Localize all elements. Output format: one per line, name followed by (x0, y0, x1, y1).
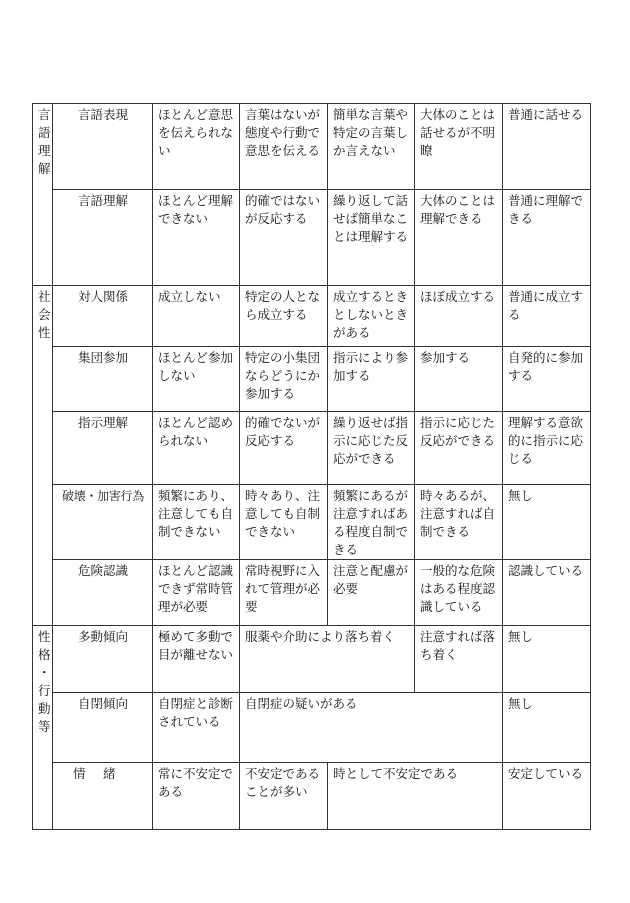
level-1-cell: ほとんど認識できず常時管理が必要 (153, 560, 240, 626)
level-3-cell: 簡単な言葉や特定の言葉しか言えない (328, 104, 415, 190)
category-personality-behavior: 性 格 ・ 行 動 等 (33, 626, 53, 830)
level-2-cell: 特定の人となら成立する (240, 286, 328, 347)
level-3-cell: 指示により参加する (328, 347, 415, 412)
table-row-interpersonal (33, 286, 591, 347)
level-2-4-cell: 自閉症の疑いがある (240, 693, 503, 763)
level-1-cell: 頻繁にあり、注意しても自制できない (153, 485, 240, 560)
level-3-cell: 成立するときとしないときがある (328, 286, 415, 347)
item-label: 言語表現 (53, 104, 153, 190)
level-1-cell: 成立しない (153, 286, 240, 347)
level-2-cell: 時々あり、注意しても自制できない (240, 485, 328, 560)
level-3-4-cell: 時として不安定である (328, 763, 503, 830)
item-label: 対人関係 (53, 286, 153, 347)
table-row-autistic-tendency (33, 693, 591, 763)
table-row-danger-awareness (33, 560, 591, 626)
level-1-cell: ほとんど認められない (153, 412, 240, 485)
level-3-cell: 繰り返して話せば簡単なことは理解する (328, 190, 415, 286)
level-4-cell: 注意すれば落ち着く (415, 626, 503, 693)
table-row-language-comprehension (33, 190, 591, 286)
table-row-instruction-understanding (33, 412, 591, 485)
level-4-cell: 大体のことは理解できる (415, 190, 503, 286)
level-1-cell: ほとんど意思を伝えられない (153, 104, 240, 190)
table-row-language-expression (33, 104, 591, 190)
assessment-table (32, 103, 591, 830)
item-label: 言語理解 (53, 190, 153, 286)
level-2-cell: 的確でないが反応する (240, 412, 328, 485)
level-1-cell: ほとんど理解できない (153, 190, 240, 286)
level-2-cell: 特定の小集団ならどうにか参加する (240, 347, 328, 412)
level-1-cell: ほとんど参加しない (153, 347, 240, 412)
table-row-hyperactivity (33, 626, 591, 693)
level-4-cell: 大体のことは話せるが不明瞭 (415, 104, 503, 190)
level-4-cell: 指示に応じた反応ができる (415, 412, 503, 485)
level-5-cell: 無し (503, 626, 591, 693)
level-5-cell: 自発的に参加する (503, 347, 591, 412)
item-label: 危険認識 (53, 560, 153, 626)
table-row-group-participation (33, 347, 591, 412)
item-label: 情緒 (53, 763, 153, 830)
level-5-cell: 無し (503, 485, 591, 560)
level-2-3-cell: 服薬や介助により落ち着く (240, 626, 415, 693)
level-4-cell: 参加する (415, 347, 503, 412)
level-4-cell: 一般的な危険はある程度認識している (415, 560, 503, 626)
level-1-cell: 自閉症と診断されている (153, 693, 240, 763)
level-2-cell: 的確ではないが反応する (240, 190, 328, 286)
level-5-cell: 無し (503, 693, 591, 763)
category-language-comprehension: 言 語 理 解 (33, 104, 53, 286)
level-2-cell: 不安定であることが多い (240, 763, 328, 830)
level-5-cell: 安定している (503, 763, 591, 830)
level-4-cell: 時々あるが、注意すれば自制できる (415, 485, 503, 560)
level-5-cell: 認識している (503, 560, 591, 626)
level-5-cell: 理解する意欲的に指示に応じる (503, 412, 591, 485)
level-5-cell: 普通に成立する (503, 286, 591, 347)
table-row-destructive-behavior (33, 485, 591, 560)
item-label: 集団参加 (53, 347, 153, 412)
level-1-cell: 常に不安定である (153, 763, 240, 830)
item-label: 自閉傾向 (53, 693, 153, 763)
item-label: 指示理解 (53, 412, 153, 485)
level-3-cell: 頻繁にあるが注意すればある程度自制できる (328, 485, 415, 560)
category-sociality: 社 会 性 (33, 286, 53, 626)
level-3-cell: 注意と配慮が必要 (328, 560, 415, 626)
level-5-cell: 普通に理解できる (503, 190, 591, 286)
item-label: 破壊・加害行為 (53, 485, 153, 560)
level-2-cell: 言葉はないが態度や行動で意思を伝える (240, 104, 328, 190)
table-row-emotion (33, 763, 591, 830)
level-1-cell: 極めて多動で目が離せない (153, 626, 240, 693)
item-label: 多動傾向 (53, 626, 153, 693)
level-5-cell: 普通に話せる (503, 104, 591, 190)
level-3-cell: 繰り返せば指示に応じた反応ができる (328, 412, 415, 485)
level-4-cell: ほぼ成立する (415, 286, 503, 347)
level-2-cell: 常時視野に入れて管理が必要 (240, 560, 328, 626)
